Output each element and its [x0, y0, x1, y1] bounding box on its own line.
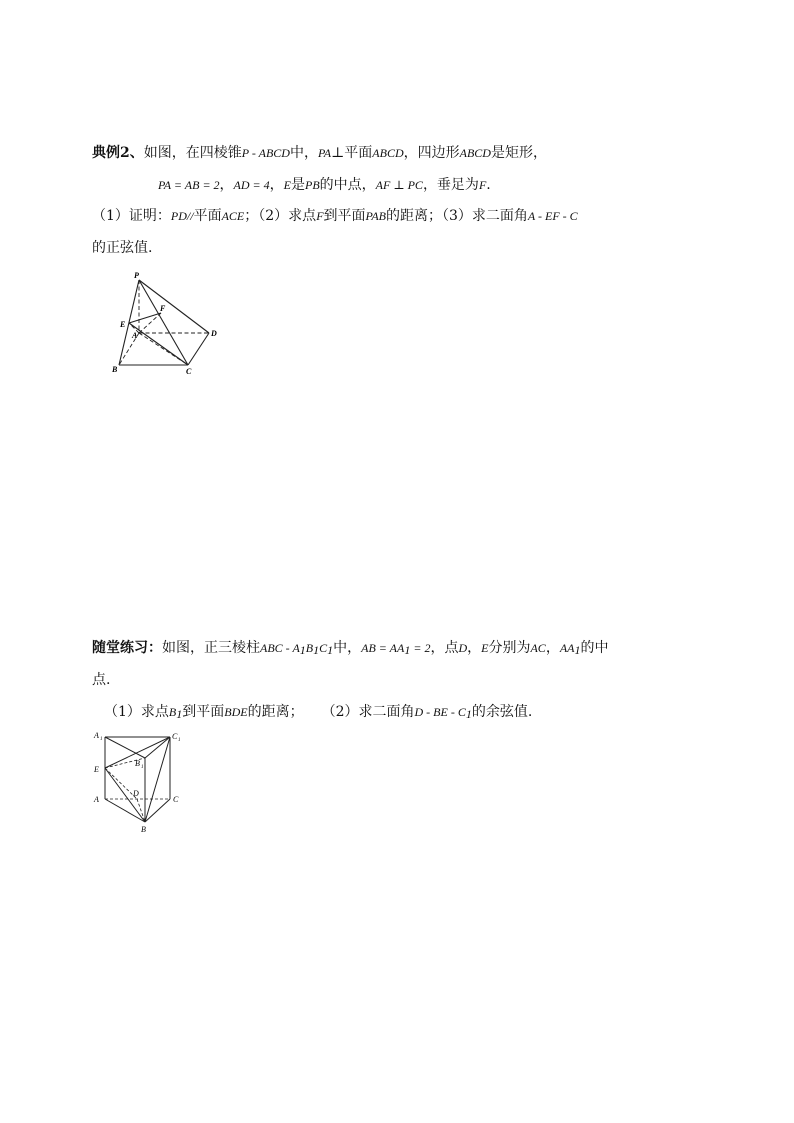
text: 中，	[289, 145, 318, 161]
subscript: 1	[574, 643, 581, 657]
label-C1: C	[172, 732, 178, 741]
math: AB = AA	[361, 641, 405, 655]
practice-line-3	[104, 702, 532, 724]
example2-line-1	[92, 143, 547, 163]
math: B	[168, 705, 177, 719]
math: PA = AB = 2	[158, 178, 220, 192]
math: ACE	[221, 209, 245, 223]
edge-EF	[129, 313, 161, 323]
label-A: A	[94, 795, 99, 804]
math: PAB	[365, 209, 386, 223]
edge-CD	[188, 333, 209, 365]
subscript: 1	[465, 707, 472, 721]
label-C: C	[173, 795, 179, 804]
math: PD//	[170, 209, 194, 223]
label-D: D	[211, 329, 217, 338]
text: ，点	[430, 640, 459, 656]
math: B	[305, 641, 314, 655]
text: 的距离；	[247, 704, 304, 720]
text: ；（2）求点	[244, 208, 317, 224]
text: ，垂足为	[422, 177, 479, 193]
math: F	[478, 178, 487, 192]
subscript: 1	[313, 643, 320, 657]
text: 到平面	[182, 704, 225, 720]
math: ABCD	[459, 146, 491, 160]
label-B1-sub: 1	[141, 765, 144, 770]
text: 是	[290, 177, 305, 193]
label-A1: A	[94, 731, 99, 740]
math: AA	[559, 641, 575, 655]
math: ABCD	[372, 146, 404, 160]
label-P: P	[134, 271, 139, 280]
practice-heading: 随堂练习：	[92, 640, 162, 656]
example2-line-4	[92, 238, 152, 258]
math: ABC - A	[260, 641, 300, 655]
subscript: 1	[176, 707, 183, 721]
edge-BC1	[145, 737, 170, 822]
text: 如图，正三棱柱	[162, 640, 260, 656]
text: ，四边形	[403, 145, 460, 161]
math: E	[481, 641, 489, 655]
math: AD = 4	[233, 178, 270, 192]
text: ，	[219, 177, 234, 193]
math: D	[458, 641, 468, 655]
label-C1-sub: 1	[178, 738, 181, 743]
label-D: D	[133, 789, 139, 798]
text: .	[486, 177, 491, 193]
label-B1: B	[135, 759, 140, 768]
text: ⊥平面	[331, 145, 373, 161]
practice-line-1	[92, 638, 608, 660]
text: 如图，在四棱锥	[143, 145, 242, 161]
text: ，	[545, 640, 560, 656]
subscript: 1	[404, 643, 411, 657]
math: AF ⊥ PC	[375, 178, 423, 192]
pyramid-figure	[108, 268, 228, 380]
label-E: E	[94, 765, 99, 774]
subscript: 1	[299, 643, 306, 657]
text: 是矩形，	[490, 145, 547, 161]
text: 到平面	[323, 208, 366, 224]
label-F: F	[160, 304, 166, 313]
text: 的距离；（3）求二面角	[385, 208, 528, 224]
text: （2）求二面角	[321, 704, 415, 720]
text: 的中点，	[319, 177, 376, 193]
edge-PD	[139, 280, 209, 333]
math: D - BE - C	[414, 705, 466, 719]
edge-A1B1	[105, 737, 145, 758]
math: PA	[317, 146, 332, 160]
text: 的正弦值.	[92, 240, 153, 256]
text: 点.	[92, 672, 111, 688]
text: ，	[269, 177, 284, 193]
subscript: 1	[327, 643, 334, 657]
example2-heading: 典例2、	[92, 145, 144, 161]
practice-line-2	[92, 670, 110, 690]
math: P - ABCD	[241, 146, 290, 160]
math: = 2	[410, 641, 431, 655]
label-A: A	[132, 331, 138, 340]
math: E	[283, 178, 291, 192]
text: （1）求点	[104, 704, 169, 720]
math: C	[319, 641, 328, 655]
label-B: B	[112, 365, 118, 374]
edge-AB	[105, 799, 145, 822]
prism-figure	[90, 728, 190, 836]
text: 中，	[333, 640, 362, 656]
math: PB	[304, 178, 320, 192]
label-C: C	[186, 367, 192, 376]
math: BDE	[224, 705, 248, 719]
label-A1-sub: 1	[100, 737, 103, 742]
text: 分别为	[488, 640, 531, 656]
edge-EB	[105, 768, 145, 822]
math: F	[316, 209, 324, 223]
text: （1）证明：	[92, 208, 171, 224]
text: 的余弦值.	[471, 704, 533, 720]
example2-line-3	[92, 206, 578, 226]
text: ，	[467, 640, 482, 656]
text: 的中	[580, 640, 609, 656]
example2-line-2	[158, 175, 491, 195]
label-B: B	[141, 825, 146, 834]
edge-PC	[139, 280, 188, 365]
text: 平面	[193, 208, 222, 224]
math: A - EF - C	[527, 209, 578, 223]
label-E: E	[120, 320, 126, 329]
math: AC	[530, 641, 546, 655]
